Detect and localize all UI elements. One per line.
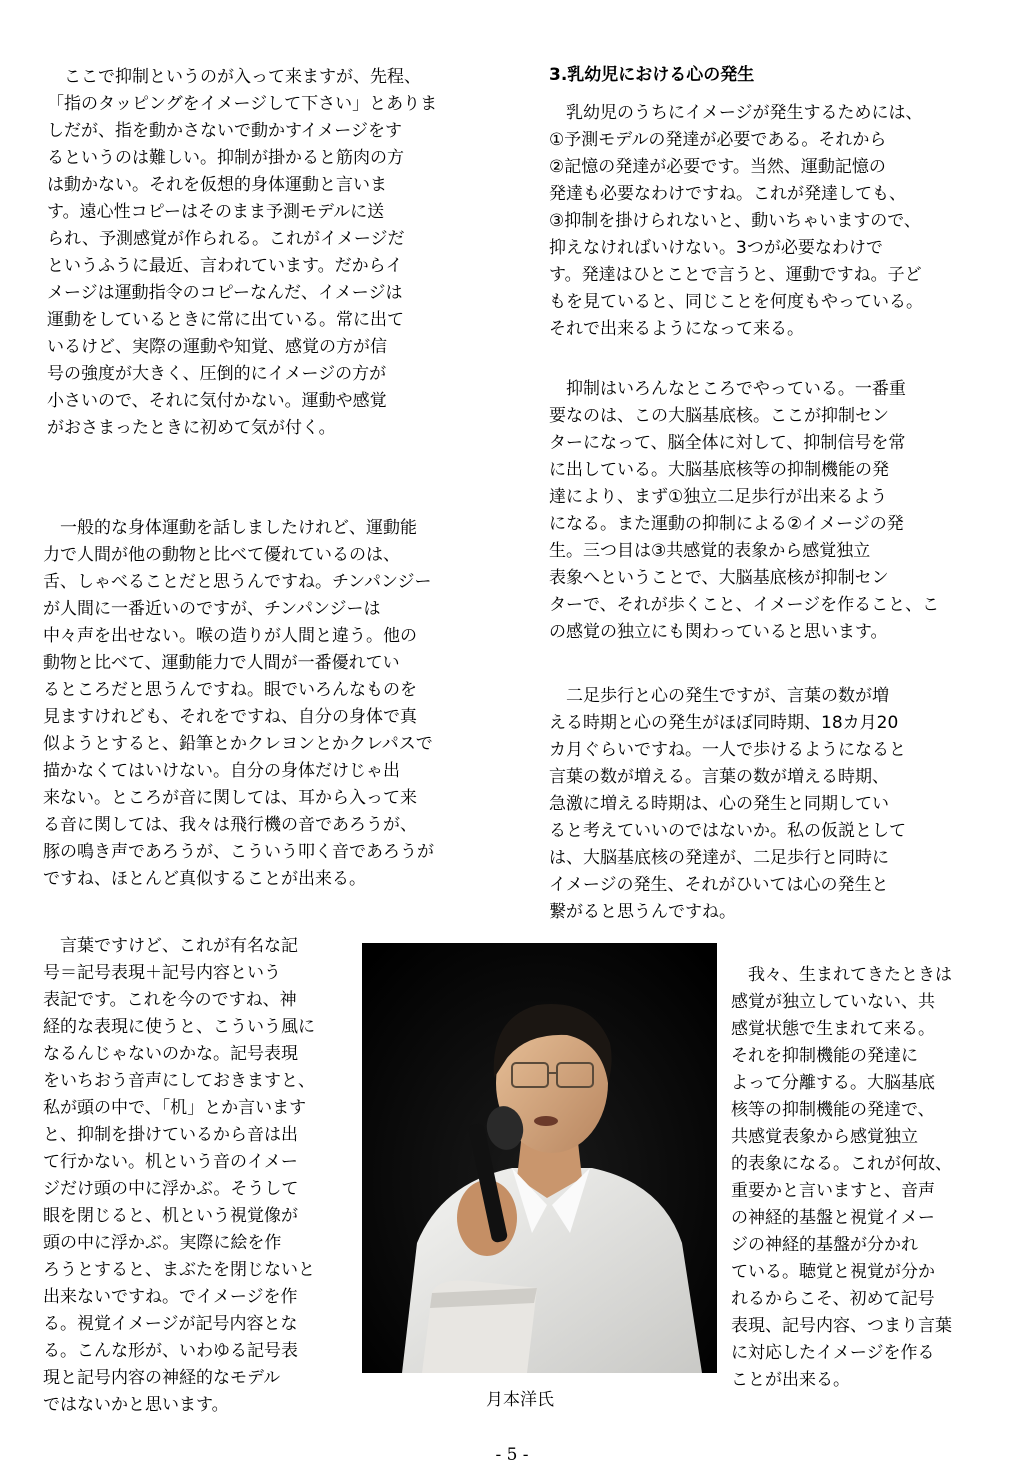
text-line: ①予測モデルの発達が必要である。それから bbox=[549, 130, 887, 150]
text-line: ジだけ頭の中に浮かぶ。そうして bbox=[43, 1179, 299, 1199]
text-line: ると考えていいのではないか。私の仮説として bbox=[549, 821, 906, 841]
right-para-2 bbox=[549, 376, 939, 646]
photo-caption: 月本洋氏 bbox=[486, 1390, 554, 1410]
text-line: 二足歩行と心の発生ですが、言葉の数が増 bbox=[549, 686, 889, 706]
text-line: るというのは難しい。抑制が掛かると筋肉の方 bbox=[47, 148, 404, 168]
text-line: て行かない。机という音のイメー bbox=[43, 1152, 298, 1172]
text-line: がおさまったときに初めて気が付く。 bbox=[47, 418, 336, 438]
text-line: 的表象になる。これが何故、 bbox=[731, 1154, 952, 1174]
speaker-photo-icon bbox=[362, 943, 717, 1373]
text-line: 小さいので、それに気付かない。運動や感覚 bbox=[47, 391, 387, 411]
text-line: ②記憶の発達が必要です。当然、運動記憶の bbox=[549, 157, 886, 177]
text-line: の神経的基盤と視覚イメー bbox=[731, 1208, 935, 1228]
text-line: ではないかと思います。 bbox=[43, 1395, 229, 1415]
text-line: 感覚状態で生まれて来る。 bbox=[731, 1019, 935, 1039]
text-line: 経的な表現に使うと、こういう風に bbox=[43, 1017, 315, 1037]
text-line: をいちおう音声にしておきますと、 bbox=[43, 1071, 315, 1091]
text-line: なるんじゃないのかな。記号表現 bbox=[43, 1044, 298, 1064]
text-line: 核等の抑制機能の発達で、 bbox=[731, 1100, 935, 1120]
text-line: カ月ぐらいですね。一人で歩けるようになると bbox=[549, 740, 906, 760]
text-line: 抑制はいろんなところでやっている。一番重 bbox=[549, 379, 906, 399]
text-line: 舌、しゃべることだと思うんですね。チンパンジー bbox=[43, 572, 432, 592]
text-line: 急激に増える時期は、心の発生と同期してい bbox=[549, 794, 889, 814]
text-line: 号＝記号表現＋記号内容という bbox=[43, 963, 281, 983]
text-line: 頭の中に浮かぶ。実際に絵を作 bbox=[43, 1233, 282, 1253]
text-line: 言葉の数が増える。言葉の数が増える時期、 bbox=[549, 767, 889, 787]
section-heading: 3.乳幼児における心の発生 bbox=[549, 65, 755, 85]
text-line: 一般的な身体運動を話しましたけれど、運動能 bbox=[43, 518, 417, 538]
text-line: に出している。大脳基底核等の抑制機能の発 bbox=[549, 460, 889, 480]
left-para-1 bbox=[47, 64, 437, 442]
text-line: ターで、それが歩くこと、イメージを作ること、こ bbox=[549, 595, 940, 615]
text-line: られ、予測感覚が作られる。これがイメージだ bbox=[47, 229, 405, 249]
right-para-3 bbox=[549, 683, 906, 926]
text-line: 動物と比べて、運動能力で人間が一番優れてい bbox=[43, 653, 400, 673]
text-line: 発達も必要なわけですね。これが発達しても、 bbox=[549, 184, 906, 204]
text-line: 号の強度が大きく、圧倒的にイメージの方が bbox=[47, 364, 387, 384]
text-line: メージは運動指令のコピーなんだ、イメージは bbox=[47, 283, 403, 303]
right-para-4 bbox=[731, 962, 952, 1394]
text-line: ここで抑制というのが入って来ますが、先程、 bbox=[47, 67, 421, 87]
text-line: ろうとすると、まぶたを閉じないと bbox=[43, 1260, 315, 1280]
text-line: それで出来るようになって来る。 bbox=[549, 319, 804, 339]
text-line: イメージの発生、それがひいては心の発生と bbox=[549, 875, 889, 895]
text-line: 我々、生まれてきたときは bbox=[731, 965, 952, 985]
text-line: というふうに最近、言われています。だからイ bbox=[47, 256, 403, 276]
text-line: 私が頭の中で、「机」とか言います bbox=[43, 1098, 307, 1118]
text-line: 乳幼児のうちにイメージが発生するためには、 bbox=[549, 103, 923, 123]
text-line: になる。また運動の抑制による②イメージの発 bbox=[549, 514, 904, 534]
text-line: える時期と心の発生がほぼ同時期、18カ月20 bbox=[549, 713, 899, 733]
text-line: 豚の鳴き声であろうが、こういう叩く音であろうが bbox=[43, 842, 434, 862]
left-para-3 bbox=[43, 933, 315, 1419]
text-line: ジの神経的基盤が分かれ bbox=[731, 1235, 918, 1255]
text-line: れるからこそ、初めて記号 bbox=[731, 1289, 935, 1309]
text-line: は、大脳基底核の発達が、二足歩行と同時に bbox=[549, 848, 889, 868]
text-line: それを抑制機能の発達に bbox=[731, 1046, 918, 1066]
text-line: と、抑制を掛けているから音は出 bbox=[43, 1125, 298, 1145]
text-line: 出来ないですね。でイメージを作 bbox=[43, 1287, 298, 1307]
text-line: 言葉ですけど、これが有名な記 bbox=[43, 936, 298, 956]
text-line: るところだと思うんですね。眼でいろんなものを bbox=[43, 680, 417, 700]
text-line: 感覚が独立していない、共 bbox=[731, 992, 935, 1012]
text-line: 抑えなければいけない。3つが必要なわけで bbox=[549, 238, 883, 258]
text-line: 力で人間が他の動物と比べて優れているのは、 bbox=[43, 545, 400, 565]
text-line: 似ようとすると、鉛筆とかクレヨンとかクレパスで bbox=[43, 734, 433, 754]
text-line: 繋がると思うんですね。 bbox=[549, 902, 736, 922]
text-line: ている。聴覚と視覚が分か bbox=[731, 1262, 935, 1282]
text-line: る。視覚イメージが記号内容とな bbox=[43, 1314, 298, 1334]
speaker-photo bbox=[362, 943, 717, 1373]
text-line: 達により、まず①独立二足歩行が出来るよう bbox=[549, 487, 888, 507]
text-line: る音に関しては、我々は飛行機の音であろうが、 bbox=[43, 815, 417, 835]
text-line: る。こんな形が、いわゆる記号表 bbox=[43, 1341, 298, 1361]
text-line: 要なのは、この大脳基底核。ここが抑制セン bbox=[549, 406, 889, 426]
text-line: は動かない。それを仮想的身体運動と言いま bbox=[47, 175, 387, 195]
text-line: 中々声を出せない。喉の造りが人間と違う。他の bbox=[43, 626, 417, 646]
text-line: 生。三つ目は③共感覚的表象から感覚独立 bbox=[549, 541, 871, 561]
text-line: 眼を閉じると、机という視覚像が bbox=[43, 1206, 298, 1226]
text-line: 見ますけれども、それをですね、自分の身体で真 bbox=[43, 707, 417, 727]
left-para-2 bbox=[43, 515, 434, 893]
text-line: 運動をしているときに常に出ている。常に出て bbox=[47, 310, 404, 330]
text-line: ③抑制を掛けられないと、動いちゃいますので、 bbox=[549, 211, 921, 231]
text-line: もを見ていると、同じことを何度もやっている。 bbox=[549, 292, 923, 312]
text-line: しだが、指を動かさないで動かすイメージをす bbox=[47, 121, 402, 141]
text-line: 重要かと言いますと、音声 bbox=[731, 1181, 935, 1201]
text-line: よって分離する。大脳基底 bbox=[731, 1073, 935, 1093]
text-line: に対応したイメージを作る bbox=[731, 1343, 935, 1363]
text-line: 「指のタッピングをイメージして下さい」とありま bbox=[47, 94, 438, 114]
text-line: いるけど、実際の運動や知覚、感覚の方が信 bbox=[47, 337, 387, 357]
text-line: す。遠心性コピーはそのまま予測モデルに送 bbox=[47, 202, 385, 222]
text-line: 現と記号内容の神経的なモデル bbox=[43, 1368, 281, 1388]
text-line: 表記です。これを今のですね、神 bbox=[43, 990, 297, 1010]
text-line: ことが出来る。 bbox=[731, 1370, 850, 1390]
text-line: ターになって、脳全体に対して、抑制信号を常 bbox=[549, 433, 906, 453]
text-line: 共感覚表象から感覚独立 bbox=[731, 1127, 918, 1147]
text-line: 来ない。ところが音に関しては、耳から入って来 bbox=[43, 788, 417, 808]
text-line: 描かなくてはいけない。自分の身体だけじゃ出 bbox=[43, 761, 400, 781]
text-line: が人間に一番近いのですが、チンパンジーは bbox=[43, 599, 381, 619]
text-line: す。発達はひとことで言うと、運動ですね。子ど bbox=[549, 265, 922, 285]
text-line: ですね、ほとんど真似することが出来る。 bbox=[43, 869, 366, 889]
page-number: - 5 - bbox=[495, 1445, 529, 1465]
right-para-1 bbox=[549, 100, 923, 343]
text-line: 表象へということで、大脳基底核が抑制セン bbox=[549, 568, 889, 588]
text-line: の感覚の独立にも関わっていると思います。 bbox=[549, 622, 888, 642]
text-line: 表現、記号内容、つまり言葉 bbox=[731, 1316, 952, 1336]
